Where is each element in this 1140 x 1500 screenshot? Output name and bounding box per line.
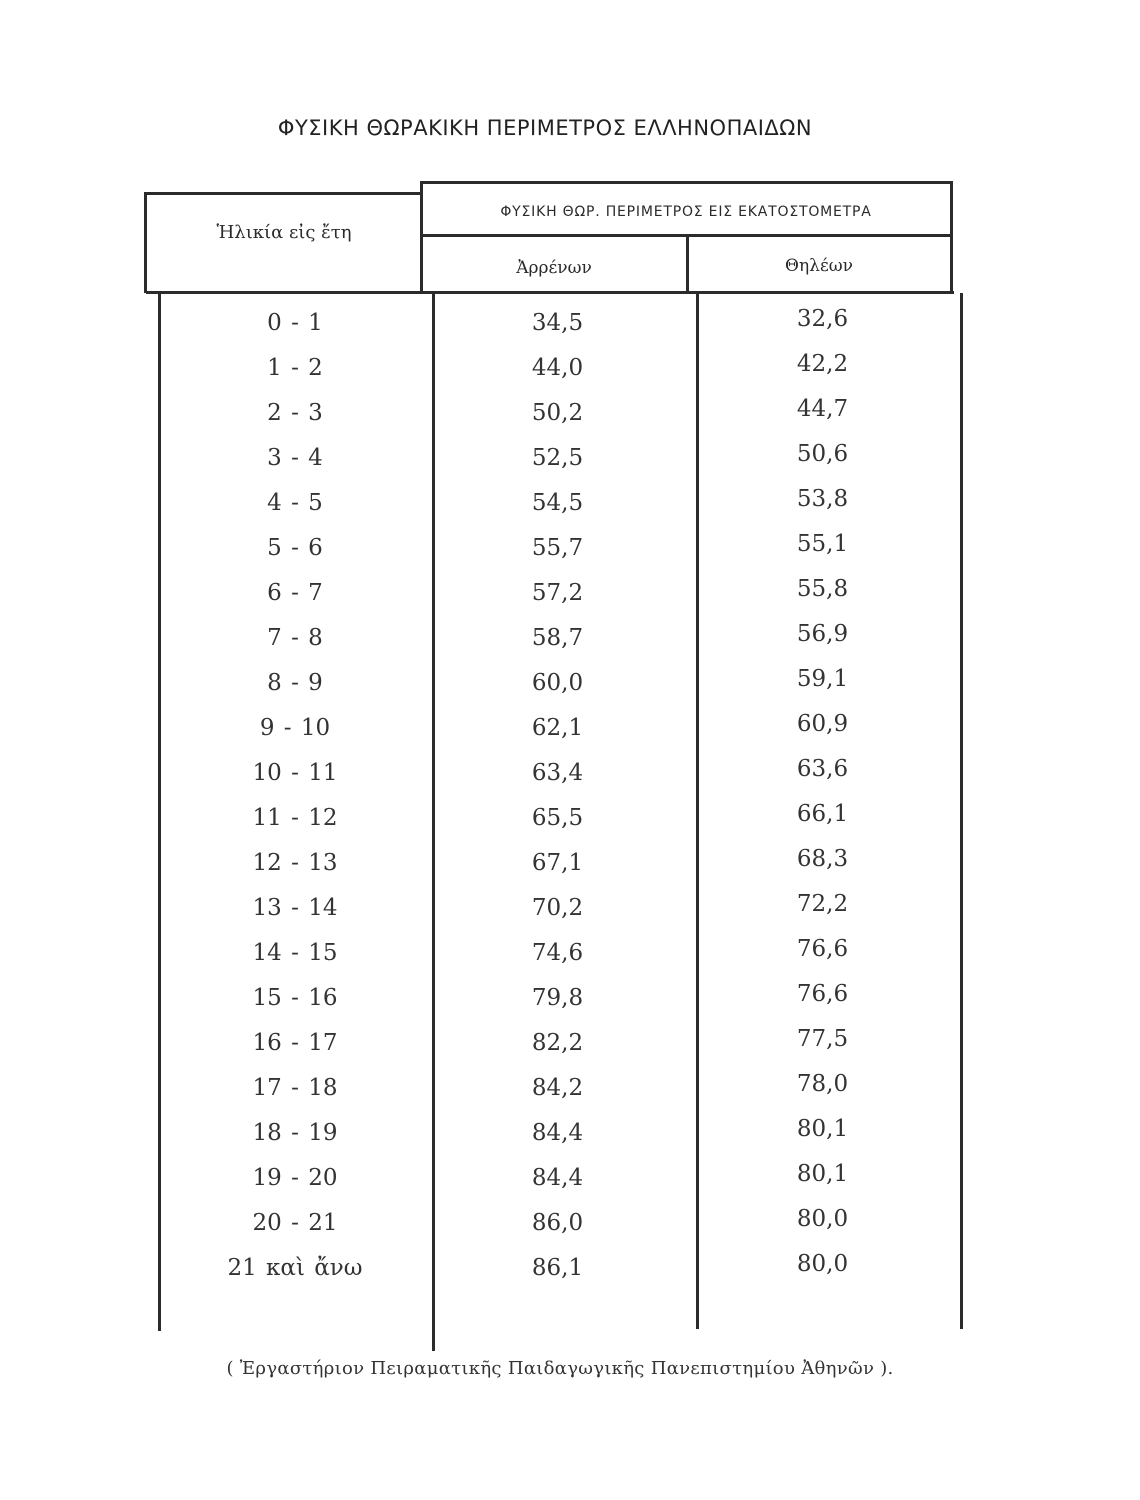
- table-row: [0, 394, 1140, 439]
- table-row: [0, 484, 1140, 529]
- cell-boys: 63,4: [531, 760, 584, 786]
- cell-girls: 78,0: [796, 1071, 849, 1097]
- cell-girls: 55,8: [796, 576, 849, 602]
- cell-age: 19 - 20: [252, 1165, 338, 1191]
- header-girls: Θηλέων: [785, 256, 853, 276]
- cell-age: 18 - 19: [252, 1120, 338, 1146]
- table-row: [0, 1249, 1140, 1294]
- cell-boys: 79,8: [531, 985, 584, 1011]
- table-row: [0, 1069, 1140, 1114]
- cell-age: 11 - 12: [252, 805, 338, 831]
- cell-boys: 58,7: [531, 625, 584, 651]
- cell-age: 15 - 16: [252, 985, 338, 1011]
- page-title: ΦΥΣΙΚΗ ΘΩΡΑΚΙΚΗ ΠΕΡΙΜΕΤΡΟΣ ΕΛΛΗΝΟΠΑΙΔΩΝ: [277, 116, 813, 140]
- cell-girls: 66,1: [796, 801, 849, 827]
- table-border-left: [144, 192, 147, 293]
- cell-age: 20 - 21: [252, 1210, 338, 1236]
- table-row: [0, 799, 1140, 844]
- table-row: [0, 844, 1140, 889]
- table-row: [0, 934, 1140, 979]
- cell-boys: 84,4: [531, 1165, 584, 1191]
- cell-girls: 53,8: [796, 486, 849, 512]
- table-row: [0, 754, 1140, 799]
- cell-boys: 60,0: [531, 670, 584, 696]
- table-row: [0, 664, 1140, 709]
- cell-age: 13 - 14: [252, 895, 338, 921]
- cell-boys: 86,1: [531, 1255, 584, 1281]
- cell-age: 0 - 1: [267, 310, 323, 336]
- cell-girls: 68,3: [796, 846, 849, 872]
- table-row: [0, 1114, 1140, 1159]
- cell-girls: 32,6: [796, 306, 849, 332]
- cell-girls: 56,9: [796, 621, 849, 647]
- table-row: [0, 574, 1140, 619]
- cell-girls: 55,1: [796, 531, 849, 557]
- cell-age: 4 - 5: [267, 490, 323, 516]
- source-footnote: ( Ἐργαστήριον Πειραματικῆς Παιδαγωγικῆς Πανεπιστημίου Ἀθηνῶν ).: [226, 1358, 894, 1379]
- table-row: [0, 709, 1140, 754]
- cell-girls: 80,1: [796, 1116, 849, 1142]
- cell-age: 21 καὶ ἄνω: [227, 1255, 363, 1281]
- cell-boys: 86,0: [531, 1210, 584, 1236]
- table-row: [0, 349, 1140, 394]
- cell-girls: 80,0: [796, 1251, 849, 1277]
- cell-girls: 76,6: [796, 981, 849, 1007]
- table-header-bottom: [146, 291, 954, 294]
- header-boys: Ἀρρένων: [516, 258, 592, 278]
- cell-age: 3 - 4: [267, 445, 323, 471]
- table-body: [0, 304, 1140, 1294]
- header-age: Ἡλικία εἰς ἔτη: [216, 222, 352, 243]
- cell-boys: 52,5: [531, 445, 584, 471]
- cell-boys: 57,2: [531, 580, 584, 606]
- cell-girls: 77,5: [796, 1026, 849, 1052]
- cell-boys: 62,1: [531, 715, 584, 741]
- cell-girls: 60,9: [796, 711, 849, 737]
- cell-boys: 84,2: [531, 1075, 584, 1101]
- cell-age: 16 - 17: [252, 1030, 338, 1056]
- cell-girls: 44,7: [796, 396, 849, 422]
- cell-boys: 55,7: [531, 535, 584, 561]
- cell-age: 14 - 15: [252, 940, 338, 966]
- cell-girls: 42,2: [796, 351, 849, 377]
- cell-boys: 54,5: [531, 490, 584, 516]
- table-row: [0, 1024, 1140, 1069]
- table-row: [0, 1159, 1140, 1204]
- cell-girls: 80,0: [796, 1206, 849, 1232]
- cell-age: 2 - 3: [267, 400, 323, 426]
- table-row: [0, 439, 1140, 484]
- cell-age: 6 - 7: [267, 580, 323, 606]
- cell-girls: 80,1: [796, 1161, 849, 1187]
- cell-boys: 50,2: [531, 400, 584, 426]
- table-border-right: [950, 181, 953, 293]
- table-row: [0, 619, 1140, 664]
- table-row: [0, 979, 1140, 1024]
- cell-girls: 59,1: [796, 666, 849, 692]
- cell-age: 5 - 6: [267, 535, 323, 561]
- table-row: [0, 889, 1140, 934]
- cell-age: 8 - 9: [267, 670, 323, 696]
- cell-age: 12 - 13: [252, 850, 338, 876]
- table-row: [0, 304, 1140, 349]
- cell-age: 9 - 10: [259, 715, 331, 741]
- cell-boys: 44,0: [531, 355, 584, 381]
- table-border-top-left: [144, 192, 422, 195]
- cell-age: 10 - 11: [252, 760, 338, 786]
- cell-boys: 84,4: [531, 1120, 584, 1146]
- table-border-top-right: [420, 181, 953, 184]
- cell-girls: 50,6: [796, 441, 849, 467]
- cell-boys: 74,6: [531, 940, 584, 966]
- header-group: ΦΥΣΙΚΗ ΘΩΡ. ΠΕΡΙΜΕΤΡΟΣ ΕΙΣ ΕΚΑΤΟΣΤΟΜΕΤΡΑ: [500, 204, 872, 220]
- table-row: [0, 1204, 1140, 1249]
- cell-boys: 65,5: [531, 805, 584, 831]
- cell-age: 1 - 2: [267, 355, 323, 381]
- cell-age: 17 - 18: [252, 1075, 338, 1101]
- cell-boys: 82,2: [531, 1030, 584, 1056]
- cell-boys: 67,1: [531, 850, 584, 876]
- cell-girls: 76,6: [796, 936, 849, 962]
- cell-boys: 70,2: [531, 895, 584, 921]
- table-row: [0, 529, 1140, 574]
- cell-girls: 72,2: [796, 891, 849, 917]
- cell-girls: 63,6: [796, 756, 849, 782]
- cell-age: 7 - 8: [267, 625, 323, 651]
- cell-boys: 34,5: [531, 310, 584, 336]
